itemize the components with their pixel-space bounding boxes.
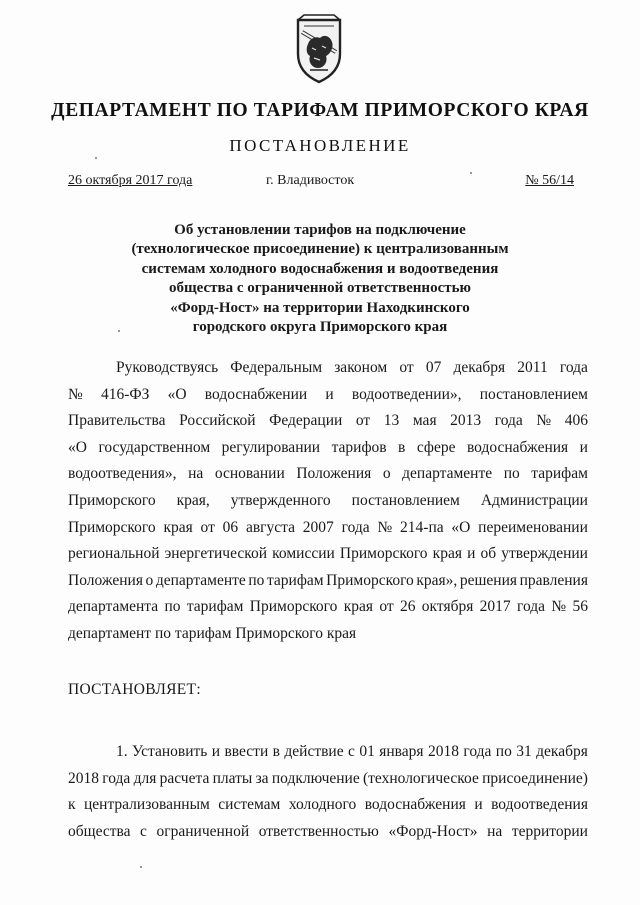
word: (технологическое bbox=[363, 769, 479, 787]
word: территории bbox=[511, 822, 588, 840]
word: действие bbox=[284, 743, 344, 760]
word: присоединение) bbox=[482, 769, 588, 787]
word: января bbox=[379, 743, 424, 760]
word: тарифам bbox=[531, 465, 588, 483]
word: департаменте bbox=[155, 571, 246, 589]
word: на bbox=[188, 465, 204, 483]
word: декабря bbox=[453, 359, 506, 376]
word: энергетической bbox=[164, 545, 268, 563]
word: года bbox=[463, 743, 492, 760]
word: по bbox=[503, 465, 520, 483]
word: Приморского bbox=[68, 518, 156, 536]
text-line bbox=[68, 355, 588, 382]
word: Федерации bbox=[269, 412, 343, 430]
subject-line: системам холодного водоснабжения и водоотведения bbox=[141, 260, 499, 277]
word: мая bbox=[412, 412, 437, 430]
word: № bbox=[536, 412, 552, 430]
word: края», bbox=[416, 571, 458, 589]
word: по bbox=[164, 598, 181, 616]
word: № bbox=[68, 385, 83, 403]
word: холодного bbox=[288, 796, 357, 814]
text-line bbox=[68, 568, 588, 595]
subject-line: «Форд-Ност» на территории Находкинского bbox=[170, 299, 470, 316]
word: водоотведения», bbox=[68, 465, 177, 483]
subject-heading bbox=[120, 221, 520, 337]
word: от bbox=[379, 598, 394, 616]
text-line bbox=[68, 515, 588, 542]
word: Российской bbox=[179, 412, 256, 430]
word: № bbox=[551, 598, 567, 616]
word: 31 bbox=[516, 743, 532, 760]
scan-speck bbox=[118, 330, 120, 332]
word: подключение bbox=[271, 769, 360, 787]
word: края bbox=[163, 518, 193, 536]
word: системам bbox=[218, 796, 281, 814]
word: октября bbox=[421, 598, 474, 616]
word: года bbox=[494, 412, 523, 430]
word: «Форд-Ност» bbox=[388, 822, 478, 840]
word: основании bbox=[214, 465, 285, 483]
word: и bbox=[467, 545, 476, 563]
word: Установить bbox=[132, 743, 208, 760]
word: года bbox=[516, 598, 546, 616]
word: декабря bbox=[536, 743, 588, 760]
word: к bbox=[68, 796, 76, 814]
word: Федеральным bbox=[230, 359, 323, 376]
word: Приморского bbox=[249, 598, 338, 616]
word: департаменте bbox=[402, 465, 493, 483]
word: от bbox=[399, 359, 414, 376]
word: централизованным bbox=[83, 796, 210, 814]
word: 2013 bbox=[450, 412, 482, 430]
word: комиссии bbox=[272, 545, 335, 563]
word: с bbox=[140, 822, 147, 840]
word: 2011 bbox=[517, 359, 548, 376]
word: 56 bbox=[572, 598, 588, 616]
word: общества bbox=[68, 822, 131, 840]
word: по bbox=[248, 571, 265, 589]
word: по bbox=[495, 743, 512, 760]
word: об bbox=[480, 545, 497, 563]
word: тарифам bbox=[186, 598, 244, 616]
word: края, bbox=[176, 491, 210, 509]
text-line bbox=[68, 594, 588, 621]
text-line bbox=[68, 408, 588, 435]
word: расчета bbox=[159, 769, 210, 787]
word: департамента bbox=[68, 598, 159, 616]
item-1-paragraph bbox=[68, 739, 588, 845]
word: водоотведения bbox=[491, 796, 588, 814]
word: года bbox=[102, 769, 131, 787]
word: Приморского bbox=[326, 571, 414, 589]
word: водоотведении», bbox=[351, 385, 462, 403]
word: ограниченной bbox=[156, 822, 250, 840]
word: правления bbox=[519, 571, 588, 589]
document-number: № 56/14 bbox=[525, 173, 574, 188]
word: 26 bbox=[399, 598, 416, 616]
word: региональной bbox=[68, 545, 160, 563]
word: с bbox=[348, 743, 355, 760]
word: тарифам bbox=[266, 571, 324, 589]
word: и bbox=[325, 385, 334, 403]
word: 01 bbox=[359, 743, 375, 760]
word: края bbox=[343, 598, 374, 616]
document-type: ПОСТАНОВЛЕНИЕ bbox=[229, 136, 411, 155]
word: за bbox=[255, 769, 269, 787]
word: «О bbox=[68, 438, 87, 456]
word: 13 bbox=[383, 412, 400, 430]
department-title: ДЕПАРТАМЕНТ ПО ТАРИФАМ ПРИМОРСКОГО КРАЯ bbox=[51, 100, 589, 121]
word: утвержденного bbox=[230, 491, 331, 509]
text-line bbox=[68, 461, 588, 488]
text-line bbox=[68, 382, 588, 409]
word: 2018 bbox=[68, 769, 99, 787]
word: 406 bbox=[564, 412, 588, 430]
word: законом bbox=[334, 359, 388, 376]
word: утверждении bbox=[501, 545, 588, 563]
word: года bbox=[341, 518, 370, 536]
word: Администрации bbox=[480, 491, 588, 509]
word: в bbox=[272, 743, 280, 760]
word: и bbox=[579, 438, 588, 456]
text-line bbox=[68, 819, 588, 846]
word: от bbox=[355, 412, 371, 430]
subject-line: городского округа Приморского края bbox=[192, 319, 448, 336]
word: края bbox=[432, 545, 462, 563]
word: 2017 bbox=[479, 598, 511, 616]
word: о bbox=[145, 571, 154, 589]
word: Правительства bbox=[68, 412, 166, 430]
word: на bbox=[487, 822, 503, 840]
text-line bbox=[68, 541, 588, 568]
word: от bbox=[200, 518, 215, 536]
document-city: г. Владивосток bbox=[266, 173, 355, 188]
word: в bbox=[398, 438, 406, 456]
word: ответственностью bbox=[258, 822, 379, 840]
word: решения bbox=[459, 571, 518, 589]
word: «О bbox=[451, 518, 471, 536]
document-meta bbox=[68, 173, 574, 193]
word: водоснабжения bbox=[364, 796, 466, 814]
resolves-label: ПОСТАНОВЛЯЕТ: bbox=[68, 681, 201, 698]
word: для bbox=[133, 769, 157, 787]
text-run: департамент по тарифам Приморского края bbox=[68, 624, 357, 642]
word: и bbox=[474, 796, 483, 814]
word: 2007 bbox=[302, 518, 334, 536]
word: постановлением bbox=[351, 491, 460, 509]
word: 06 bbox=[222, 518, 239, 536]
word: 07 bbox=[425, 359, 442, 376]
coat-of-arms-icon bbox=[290, 14, 348, 86]
text-line bbox=[68, 621, 588, 648]
word: Приморского bbox=[339, 545, 428, 563]
word: № bbox=[377, 518, 393, 536]
word: государственном bbox=[98, 438, 211, 456]
word: 214-па bbox=[400, 518, 444, 536]
word: постановлением bbox=[479, 385, 588, 403]
text-line bbox=[68, 488, 588, 515]
word: Руководствуясь bbox=[116, 359, 219, 376]
word: Приморского bbox=[68, 491, 156, 509]
preamble-paragraph bbox=[68, 355, 588, 648]
word: водоснабжения bbox=[466, 438, 569, 456]
word: 2018 bbox=[427, 743, 459, 760]
document-date: 26 октября 2017 года bbox=[68, 173, 193, 188]
word: ввести bbox=[224, 743, 269, 760]
word: тарифов bbox=[331, 438, 387, 456]
subject-line: Об установлении тарифов на подключение bbox=[174, 222, 466, 238]
word: водоснабжении bbox=[204, 385, 308, 403]
text-line bbox=[68, 766, 588, 793]
scan-speck bbox=[470, 172, 472, 174]
word: 416-ФЗ bbox=[101, 385, 150, 403]
subject-line: общества с ограниченной ответственностью bbox=[169, 280, 471, 297]
word: платы bbox=[212, 769, 253, 787]
text-line bbox=[68, 739, 588, 766]
scan-speck bbox=[95, 157, 97, 159]
word: Положения bbox=[68, 571, 143, 589]
word: и bbox=[211, 743, 221, 760]
word: о bbox=[382, 465, 391, 483]
word: 1. bbox=[116, 743, 128, 760]
word: регулировании bbox=[221, 438, 321, 456]
word: «О bbox=[167, 385, 187, 403]
word: Положения bbox=[296, 465, 372, 483]
scan-speck bbox=[140, 866, 142, 868]
word: сфере bbox=[416, 438, 456, 456]
word: переименовании bbox=[478, 518, 588, 536]
subject-line: (технологическое присоединение) к централизованным bbox=[131, 241, 509, 258]
text-line bbox=[68, 435, 588, 462]
word: августа bbox=[245, 518, 295, 536]
word: года bbox=[559, 359, 588, 376]
text-line bbox=[68, 792, 588, 819]
